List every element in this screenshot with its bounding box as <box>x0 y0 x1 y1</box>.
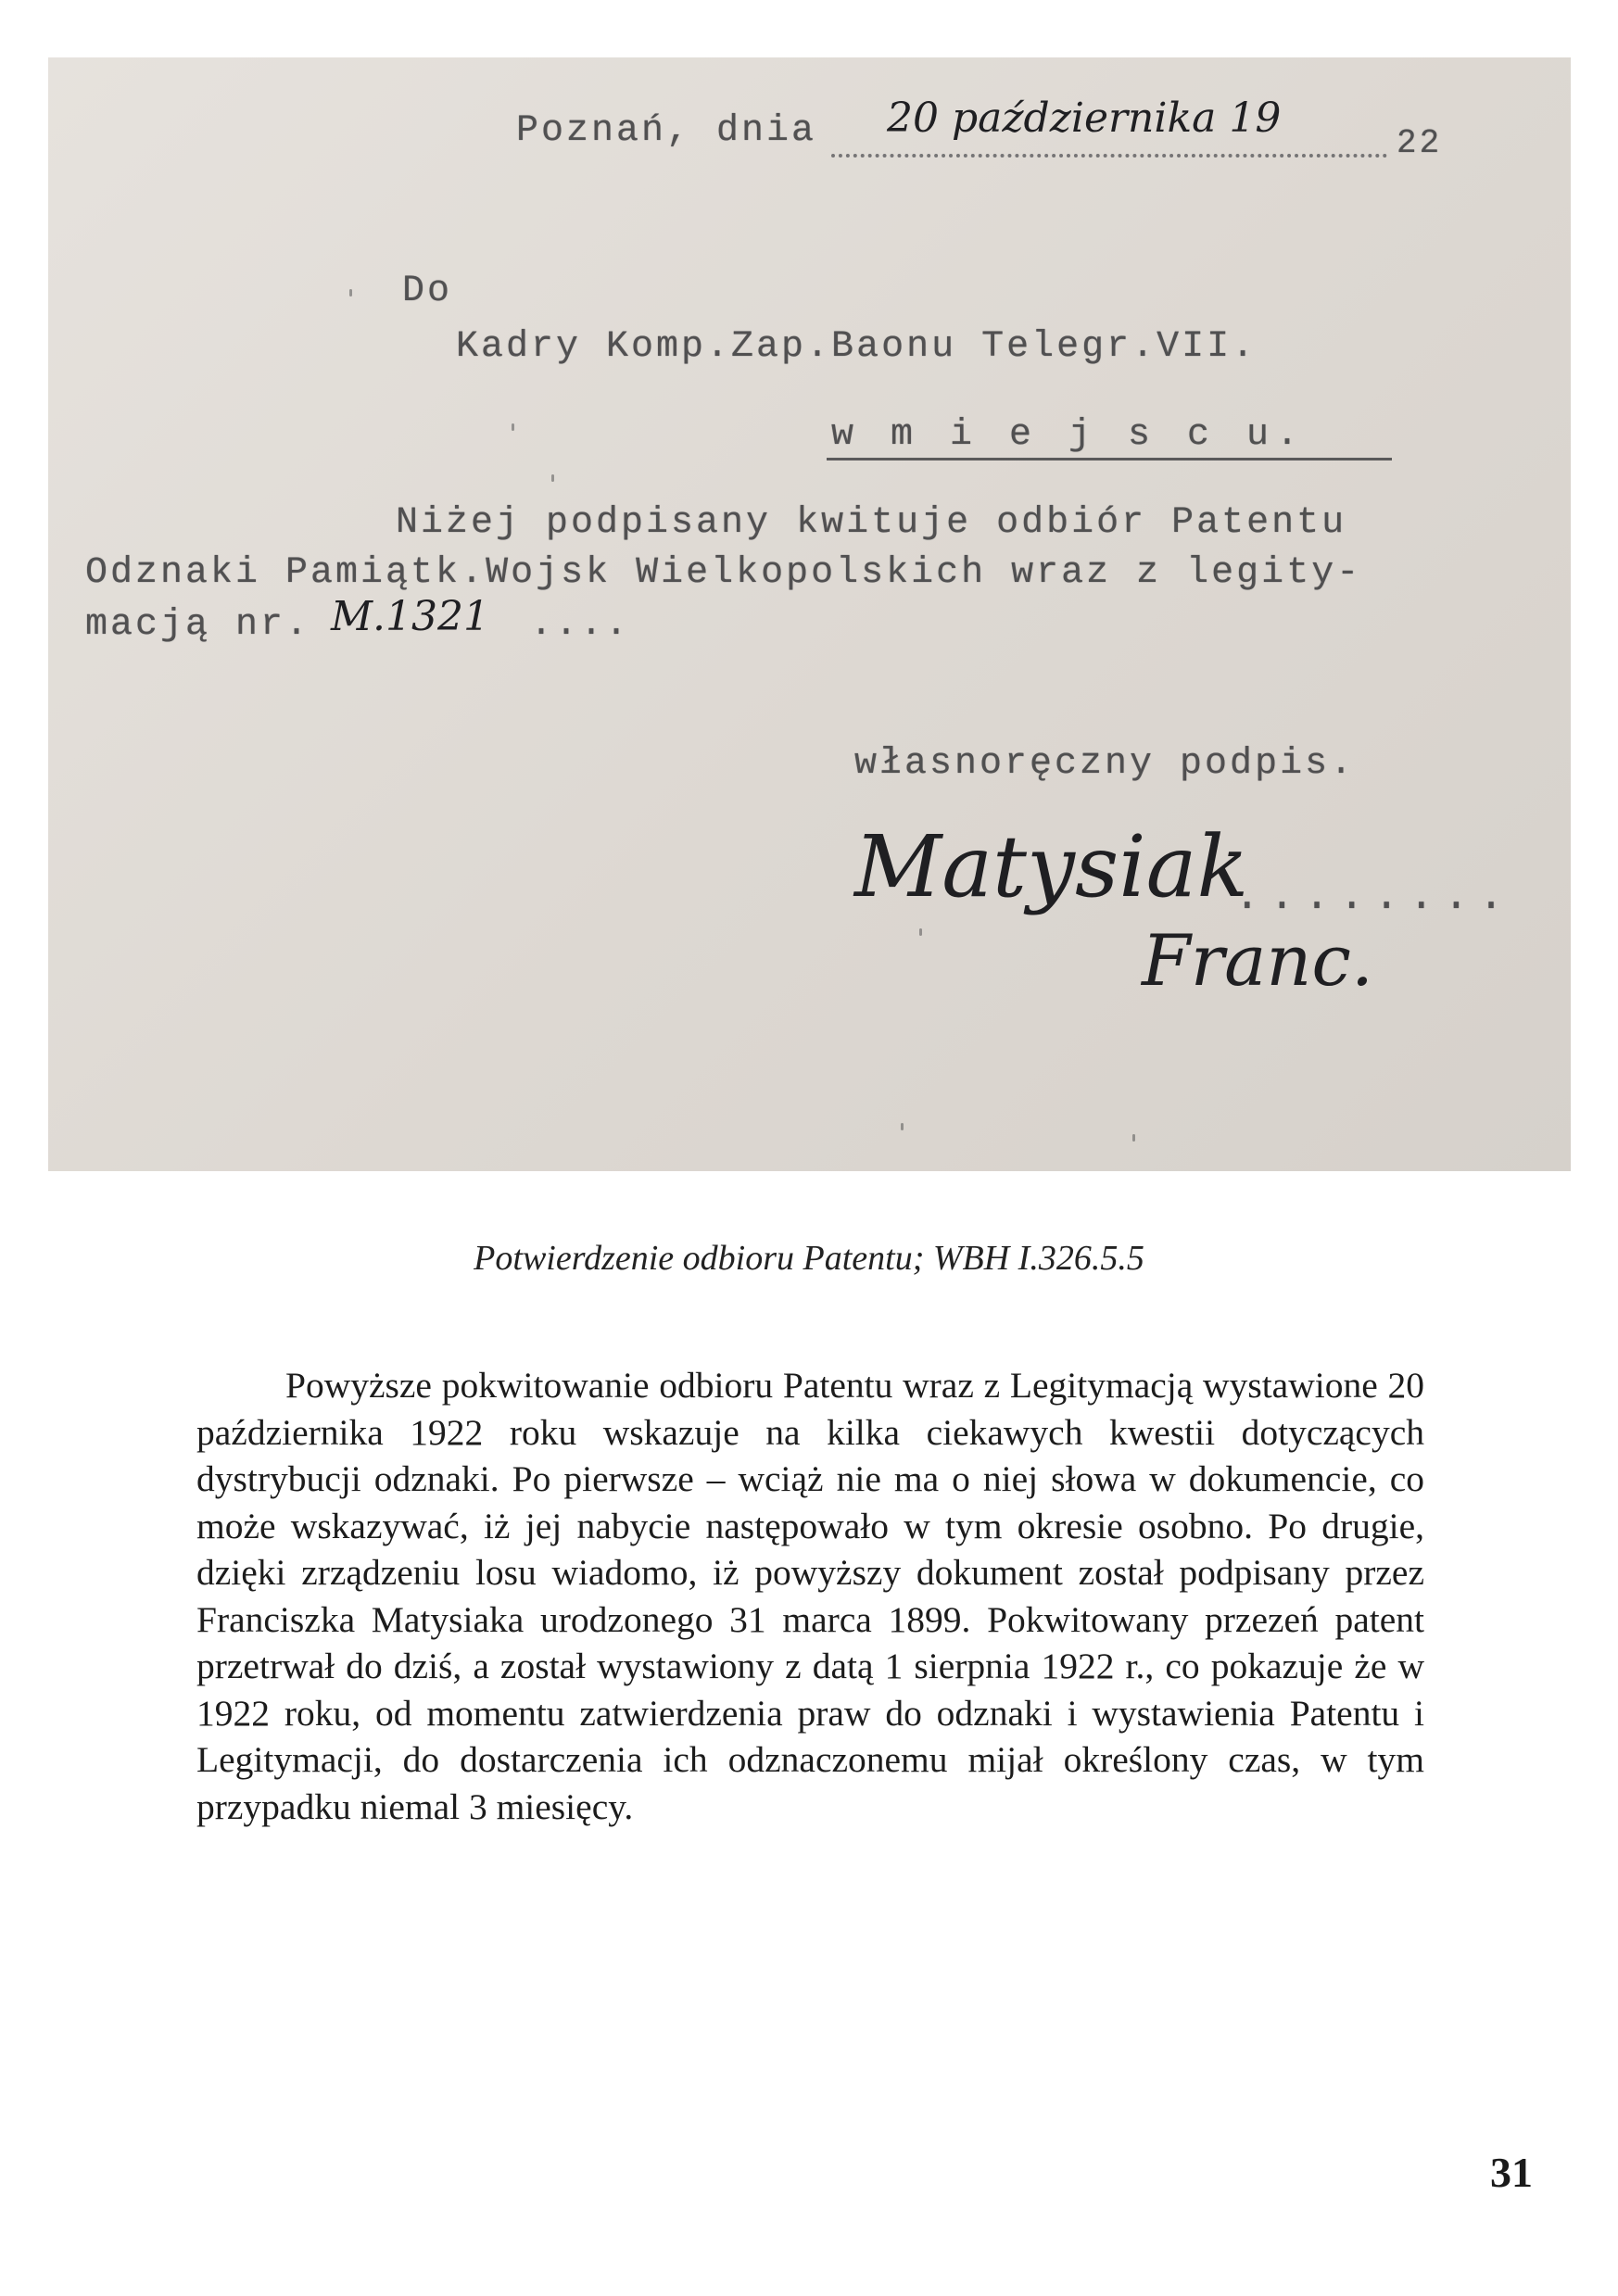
paper-speck <box>512 423 514 431</box>
body-line-2: Odznaki Pamiątk.Wojsk Wielkopolskich wraz z legity- <box>85 552 1362 594</box>
location-underline <box>827 458 1392 460</box>
body-line-3: macją nr. <box>85 604 311 646</box>
body-paragraph: Powyższe pokwitowanie odbioru Patentu wraz z Legitymacją wystawione 20 października 1922 roku wskazuje na kilka ciekawych kwestii dotyczących dystrybucji odznaki. Po pierwsze – wciąż nie ma o niej słowa w dokumencie, co może wskazywać, iż jej nabycie następowało w tym okresie osobno. Po drugie, dzięki zrządzeniu losu wiadomo, iż powyższy dokument został podpisany przez Franciszka Matysiaka urodzonego 31 marca 1899. Pokwitowany przezeń patent przetrwał do dziś, a został wystawiony z datą 1 sierpnia 1922 r., co pokazuje że w 1922 roku, od momentu zatwierdzenia praw do odznaki i wystawienia Patentu i Legitymacji, do dostarczenia ich odznaczonemu mijał określony czas, w tym przypadku niemal 3 miesięcy. <box>196 1365 1424 1827</box>
location: w m i e j s c u. <box>831 414 1307 456</box>
paper-speck <box>901 1123 904 1130</box>
signature-label: własnoręczny podpis. <box>854 743 1356 785</box>
page-number: 31 <box>1490 2149 1533 2196</box>
figure-caption: Potwierdzenie odbioru Patentu; WBH I.326.5.5 <box>474 1239 1144 1278</box>
body-line-3-dots: .... <box>530 604 631 646</box>
signature-extra: Franc. <box>1142 919 1374 1002</box>
signature-dots: ........ <box>1234 873 1513 921</box>
body-line-1: Niżej podpisany kwituje odbiór Patentu <box>396 502 1347 544</box>
paper-speck <box>919 928 922 936</box>
document-photo <box>48 57 1571 1171</box>
paper-speck <box>1132 1134 1135 1142</box>
date-year-suffix: 22 <box>1397 124 1443 162</box>
date-dotted-line <box>831 154 1387 158</box>
paper-speck <box>349 289 352 296</box>
addressee: Kadry Komp.Zap.Baonu Telegr.VII. <box>456 326 1258 368</box>
signature-name: Matysiak <box>854 817 1249 916</box>
addressee-prefix: Do <box>402 271 453 312</box>
number-handwritten: M.1321 <box>331 593 490 640</box>
date-handwritten: 20 października 19 <box>887 95 1282 142</box>
paper-speck <box>551 474 554 482</box>
place-date-typed: Poznań, dnia <box>516 110 817 152</box>
